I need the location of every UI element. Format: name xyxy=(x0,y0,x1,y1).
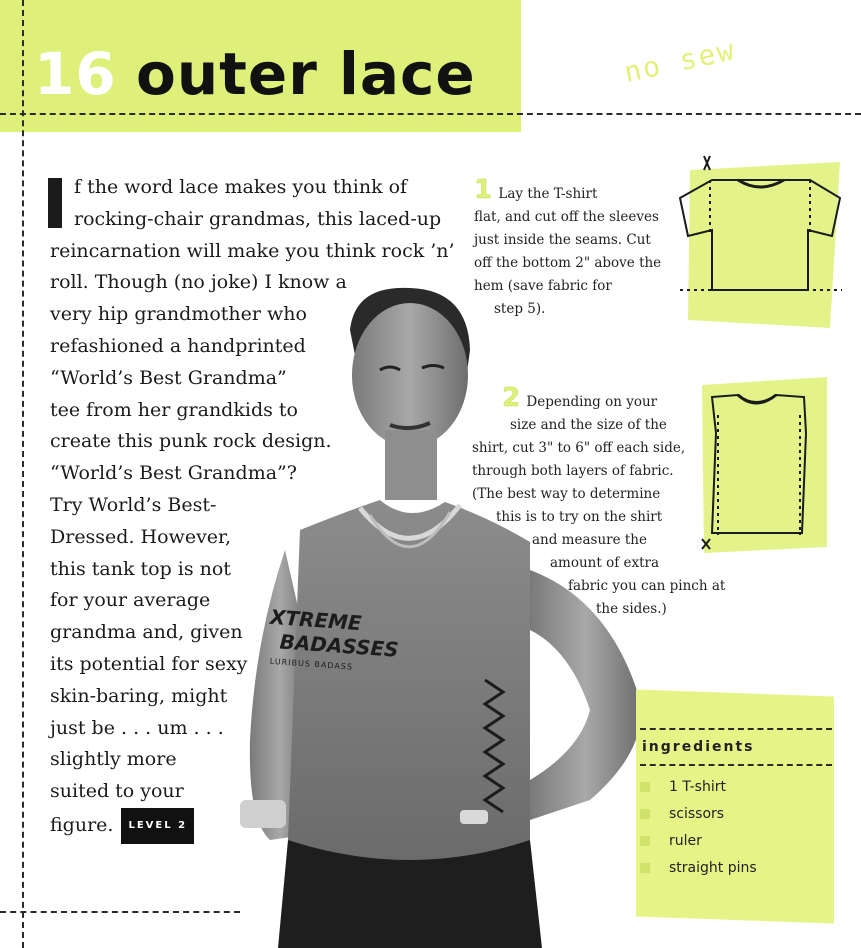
bullet-square-icon xyxy=(640,809,650,819)
left-margin-line xyxy=(22,0,24,948)
intro-line: skin-baring, might xyxy=(50,684,228,707)
intro-line: this tank top is not xyxy=(50,557,231,580)
ingredient-label: scissors xyxy=(669,806,725,822)
intro-last-text: figure. xyxy=(50,813,114,836)
ingredient-item xyxy=(640,831,757,858)
step-2-line: (The best way to determine xyxy=(472,486,661,502)
intro-line: its potential for sexy xyxy=(50,652,248,675)
step-2-line: fabric you can pinch at xyxy=(568,578,726,594)
step-1-line: flat, and cut off the sleeves xyxy=(474,209,659,225)
intro-line: “World’s Best Grandma” xyxy=(50,366,287,389)
intro-line: reincarnation will make you think rock ’n’ xyxy=(50,239,455,262)
bullet-square-icon xyxy=(640,836,650,846)
step-1-line: Lay the T-shirt xyxy=(498,186,598,202)
intro-line: for your average xyxy=(50,589,211,612)
step-2-line: this is to try on the shirt xyxy=(496,509,663,525)
intro-line: grandma and, given xyxy=(50,621,243,644)
intro-line: slightly more xyxy=(50,748,177,771)
intro-line: rocking-chair grandmas, this laced-up xyxy=(74,207,442,230)
project-number: 16 xyxy=(34,40,117,108)
no-sew-tag: no sew xyxy=(621,33,739,89)
step-1-line: hem (save fabric for xyxy=(474,278,612,294)
intro-line: tee from her grandkids to xyxy=(50,398,298,421)
step-2-line: and measure the xyxy=(532,532,647,548)
intro-line: just be . . . um . . . xyxy=(50,716,224,739)
step-1-line: off the bottom 2" above the xyxy=(474,255,662,271)
ingredient-item xyxy=(640,804,757,831)
intro-line: Try World’s Best- xyxy=(50,493,217,516)
step-2-line: through both layers of fabric. xyxy=(472,463,674,479)
intro-line: create this punk rock design. xyxy=(50,430,332,453)
shirt-print-line-2: BADASSES xyxy=(278,629,400,662)
intro-line: “World’s Best Grandma”? xyxy=(50,462,297,485)
ingredient-label: ruler xyxy=(669,833,702,849)
step-2-number: 2 xyxy=(502,383,521,413)
ingredient-label: straight pins xyxy=(669,860,757,876)
bullet-square-icon xyxy=(640,782,650,792)
drop-cap xyxy=(48,178,62,228)
bullet-square-icon xyxy=(640,863,650,873)
step-2-line: Depending on your xyxy=(526,394,658,410)
bottom-divider xyxy=(0,911,240,913)
intro-line: very hip grandmother who xyxy=(50,303,307,326)
step-2 xyxy=(470,383,726,621)
header-divider xyxy=(0,113,861,115)
step-2-line: the sides.) xyxy=(596,601,667,617)
step-1 xyxy=(474,175,662,321)
ingredient-item xyxy=(640,777,757,804)
ingredients-title: ingredients xyxy=(642,739,755,755)
intro-line: f the word lace makes you think of xyxy=(74,176,408,198)
step-1-line: just inside the seams. Cut xyxy=(474,232,651,248)
step-1-diagram xyxy=(660,150,850,330)
step-2-line: amount of extra xyxy=(550,555,660,571)
intro-line: refashioned a handprinted xyxy=(50,334,306,357)
step-2-line: size and the size of the xyxy=(510,417,667,433)
step-1-line: step 5). xyxy=(494,301,546,317)
ingredients-rule-bottom xyxy=(640,764,832,766)
ingredients-list xyxy=(640,777,757,885)
intro-line: roll. Though (no joke) I know a xyxy=(50,271,347,294)
intro-line: Dressed. However, xyxy=(50,525,232,548)
intro-line-last xyxy=(50,808,470,844)
ingredient-item xyxy=(640,858,757,885)
intro-paragraph xyxy=(50,172,470,844)
intro-line: suited to your xyxy=(50,780,184,803)
page-title: outer lace xyxy=(136,40,476,108)
shirt-print-line-1: XTREME xyxy=(269,604,363,636)
ingredient-label: 1 T-shirt xyxy=(669,779,726,795)
ingredients-rule-top xyxy=(640,728,832,730)
step-2-line: shirt, cut 3" to 6" off each side, xyxy=(472,440,686,456)
level-badge: LEVEL 2 xyxy=(121,808,194,844)
step-1-number: 1 xyxy=(474,175,493,205)
shirt-print-line-3: LURIBUS BADASS xyxy=(269,656,354,672)
